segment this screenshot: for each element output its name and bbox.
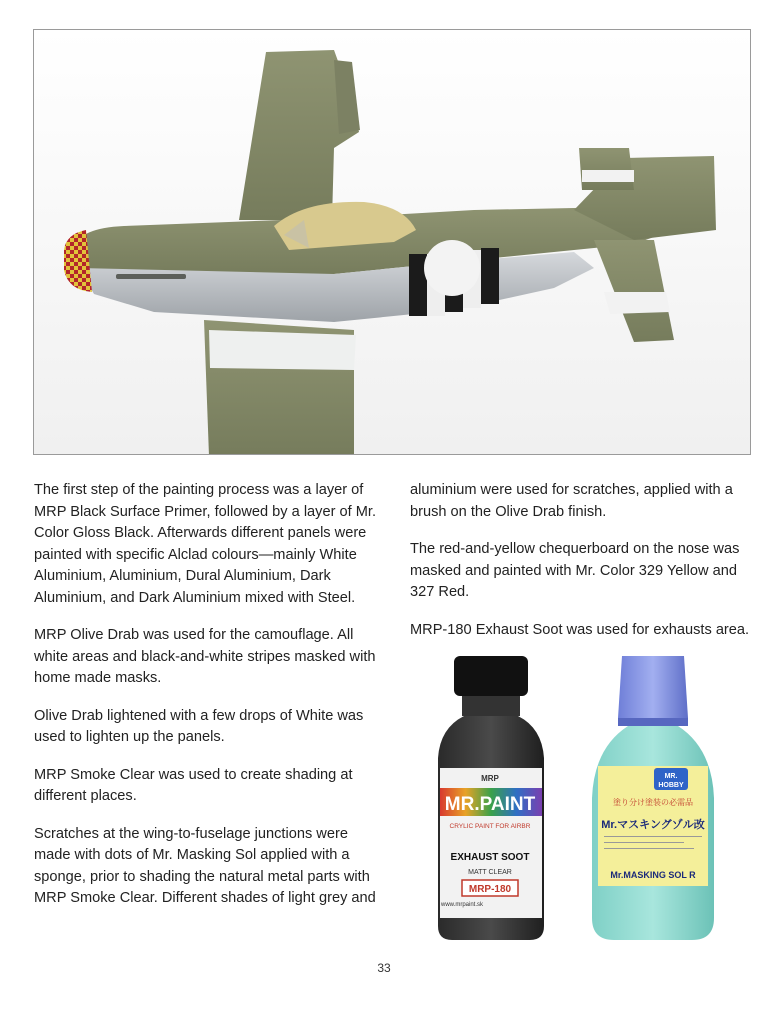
aircraft-model-photo xyxy=(33,29,751,455)
brand-small: MRP xyxy=(481,774,499,783)
jp-name: Mr.マスキングゾル改 xyxy=(601,819,705,831)
brand-name: MR.PAINT xyxy=(444,794,536,815)
paragraph: aluminium were used for scratches, applied with a brush on the Olive Drab finish. xyxy=(410,482,733,520)
logo-bottom: HOBBY xyxy=(658,782,684,789)
product-name: EXHAUST SOOT xyxy=(450,852,530,863)
paragraph: The first step of the painting process was a layer of MRP Black Surface Primer, followed by a layer of Mr. Color Gloss Black. Afterwards different panels were painted with specific Alclad colours—mainly White Aluminium, Aluminium, Dural Aluminium, Dark Aluminium, and Dark Aluminium mixed with Steel. xyxy=(34,482,376,606)
paragraph: The red-and-yellow chequerboard on the nose was masked and painted with Mr. Color 329 Yellow and 327 Red. xyxy=(410,541,740,600)
logo-top: MR. xyxy=(664,773,678,780)
mrp-exhaust-soot-bottle xyxy=(438,656,544,940)
mr-masking-sol-bottle xyxy=(592,656,714,940)
en-name: Mr.MASKING SOL R xyxy=(610,870,696,880)
jp-line: 塗り分け塗装の必需品 xyxy=(613,798,693,807)
p51-mustang-illustration xyxy=(34,30,751,455)
tagline: CRYLIC PAINT FOR AIRBR xyxy=(449,823,531,830)
paragraph: MRP Smoke Clear was used to create shading at different places. xyxy=(34,766,353,804)
page-number: 33 xyxy=(377,961,391,975)
paragraph: Scratches at the wing-to-fuselage junctions were made with dots of Mr. Masking Sol applied with a sponge, prior to shading the natural metal parts with MRP Smoke Clear. Different shades of light grey and xyxy=(34,825,376,906)
text-column-right xyxy=(410,480,755,657)
wing-white-band xyxy=(209,330,356,370)
paragraph: Olive Drab lightened with a few drops of White was used to lighten up the panels. xyxy=(34,707,364,745)
product-code: MRP-180 xyxy=(468,884,512,895)
bottle-cap xyxy=(618,656,688,718)
paint-bottles-photo xyxy=(432,648,722,948)
paragraph: MRP-180 Exhaust Soot was used for exhausts area. xyxy=(410,621,750,638)
url: www.mrpaint.sk xyxy=(440,902,484,908)
horizontal-stabilizer-upper xyxy=(579,148,634,190)
bottle-cap xyxy=(454,656,528,696)
finish: MATT CLEAR xyxy=(468,869,512,876)
text-column-left xyxy=(34,480,379,926)
roundel xyxy=(424,240,480,296)
paragraph: MRP Olive Drab was used for the camouflage. All white areas and black-and-white stripes masked with home made masks. xyxy=(34,627,376,686)
